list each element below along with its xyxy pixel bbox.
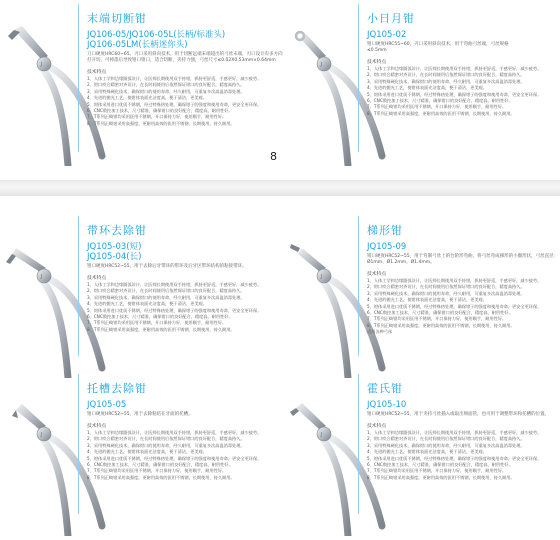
- feature-item: 7、T系列正畸钳均采用医用不锈钢，开口保持力好，使用顺手，耐用性好。: [367, 468, 507, 474]
- feature-item: 4、先进的抛光工艺，使钳体表面光洁度高，便于清洁，更美观。: [87, 95, 207, 101]
- feature-item: 3、采用特殊硬化技术，确保钳口的使用寿命，经久耐用，可重复多次高温消毒处理。: [367, 78, 525, 84]
- product-description: 钳口硬度HRC52~55，用于弯制弓丝上的台阶形弯曲，将弓丝弯成梯形的小圈形状，弓丝直径：: [367, 254, 559, 259]
- features-list: [87, 282, 261, 333]
- feature-item: 1、人体工学和边缘圆弧设计，让医师长期使用双手持钳，抓持更舒适，手感更好，减少疲劳。: [87, 430, 262, 435]
- product-model: JQ106-05/JQ106-05L(长柄/标准头): [87, 30, 226, 40]
- product-model: JQ105-05: [87, 400, 127, 410]
- feature-item: 5、钳体采用进口优质不锈钢，经过特殊热处理，确保钳子的强度和使用寿命，更安全更环保。: [367, 455, 542, 461]
- feature-item: 7、T系列正畸钳均采用医用不锈钢，开口保持力好，使用顺手，耐用性好。: [87, 468, 227, 474]
- product-model: JQ105-02: [367, 30, 407, 40]
- product-title: 小日月钳: [367, 12, 415, 25]
- svg-text:J: J: [320, 62, 322, 68]
- features-list: [87, 430, 261, 481]
- svg-text:J: J: [40, 432, 42, 438]
- feature-item: 1、人体工学和边缘圆弧设计，让医师长期使用双手持钳，抓持更舒适，手感更好，减少疲劳。: [367, 430, 542, 435]
- feature-item: 3、采用特殊硬化技术，确保钳口的使用寿命，经久耐用，可重复多次高温消毒处理。: [367, 290, 525, 296]
- divider-line: [78, 374, 79, 514]
- features-list: [87, 76, 261, 127]
- feature-item: 6、CNC数控加工技术，尺寸精准，确保钳口的良好配合，精度高，耐用性好。: [367, 98, 513, 104]
- product-title: 托槽去除钳: [87, 382, 147, 395]
- product-title: 带环去除钳: [87, 224, 147, 237]
- feature-item: 5、钳体采用进口优质不锈钢，经过特殊热处理，确保钳子的强度和使用寿命，更安全更环保。: [367, 91, 542, 97]
- product-description: 钳口硬度HRC52~55，用于去除后牙带环的带环及后牙区带环结构的粘接带环。: [87, 264, 247, 269]
- feature-item: 8、T系列正畸钳采用高强度，更耐用高效的医用不锈钢，长期使用，持久耐用。: [367, 110, 515, 116]
- feature-item: 6、CNC数控加工技术，尺寸精准，确保钳口的良好配合，精度高，耐用性好。: [87, 108, 233, 114]
- feature-item: 4、先进的抛光工艺，使钳体表面光洁度高，便于清洁，更美观。: [367, 85, 487, 91]
- feature-item: 1、人体工学和边缘圆弧设计，让医师长期使用双手持钳，抓持更舒适，手感更好，减少疲劳。: [87, 76, 262, 81]
- product-cell: [0, 212, 280, 362]
- feature-item: 3、采用特殊硬化技术，确保钳口的使用寿命，经久耐用，可重复多次高温消毒处理。: [87, 294, 245, 300]
- features-heading: 技术特点: [87, 276, 107, 281]
- product-cell: [280, 0, 560, 150]
- feature-item: 4、先进的抛光工艺，使钳体表面光洁度高，便于清洁，更美观。: [367, 297, 487, 303]
- divider-line: [78, 216, 79, 356]
- product-cell: [280, 212, 560, 362]
- divider-line: [358, 374, 359, 514]
- feature-item: 4、先进的抛光工艺，使钳体表面光洁度高，便于清洁，更美观。: [87, 449, 207, 455]
- feature-item: 3、采用特殊硬化技术，确保钳口的使用寿命，经久耐用，可重复多次高温消毒处理。: [87, 442, 245, 448]
- product-title: 梯形钳: [367, 224, 403, 237]
- feature-item: 2、钳口咬合精密对齐设计，在长时间使用后依然保证钳口的良好配合，精度高持久。: [367, 436, 525, 442]
- features-list: [367, 66, 541, 117]
- product-title: 末端切断钳: [87, 12, 147, 25]
- svg-text:J: J: [320, 432, 322, 438]
- feature-item: 7、T系列正畸钳均采用医用不锈钢，开口保持力好，使用顺手，耐用性好。: [367, 104, 507, 110]
- feature-item: 2、钳口咬合精密对齐设计，在长时间使用后依然保证钳口的良好配合，精度高持久。: [367, 72, 525, 78]
- feature-item: 8、T系列正畸钳采用高强度，更耐用高效的医用不锈钢，长期使用，持久耐用。: [367, 474, 515, 480]
- product-description: 钳口硬度HRC52~55，用于去除粘结在牙面的托槽。: [87, 412, 193, 417]
- features-heading: 技术特点: [367, 424, 387, 429]
- product-model: JQ106-05LM(长柄迷你头): [87, 40, 188, 50]
- product-description: ≤0.5mm: [367, 48, 387, 53]
- product-description: 钳口硬度HRC55~60，刃口采用斜向技术，用于弯曲弓丝端，弓丝规格: [367, 42, 509, 47]
- divider-line: [78, 4, 79, 152]
- feature-item: 5、钳体采用进口优质不锈钢，经过特殊热处理，确保钳子的强度和使用寿命，更安全更环保。: [87, 455, 262, 461]
- feature-item: 2、钳口咬合精密对齐设计，在长时间使用后依然保证钳口的良好配合，精度高持久。: [87, 436, 245, 442]
- product-cell: [0, 370, 280, 520]
- feature-item: 3、采用特殊硬化技术，确保钳口的使用寿命，经久耐用，可重复多次高温消毒处理。: [367, 442, 525, 448]
- product-description: 刀口硬度HRC60~65。刃口采用斜向技术，用于切断远端末端超出的弓丝末端，刃口设计有多方向: [87, 52, 283, 57]
- divider-line: [358, 216, 359, 356]
- divider-line: [358, 4, 359, 152]
- page-gap: [0, 180, 560, 196]
- feature-item: 8、T系列正畸钳采用高强度，更耐用高效的医用不锈钢，长期使用，持久耐用。: [87, 326, 235, 332]
- feature-item: 5、钳体采用进口优质不锈钢，经过特殊热处理，确保钳子的强度和使用寿命，更安全更环保。: [367, 303, 542, 309]
- product-description: Ø1mm、Ø1.2mm、Ø1.4mm。: [367, 260, 435, 265]
- product-description: 打开切，可掉落后导致钳口钳口，适合切断，夹持力强，弓丝尺寸≤0.02X0.53mm×0.64mm: [87, 58, 276, 63]
- product-model: JQ105-10: [367, 400, 407, 410]
- feature-item: 1、人体工学和边缘圆弧设计，让医师长期使用双手持钳，抓持更舒适，手感更好，减少疲劳。: [367, 278, 542, 283]
- feature-item: 6、CNC数控加工技术，尺寸精准，确保钳口的良好配合，精度高，耐用性好。: [87, 314, 233, 320]
- feature-item: 1、人体工学和边缘圆弧设计，让医师长期使用双手持钳，抓持更舒适，手感更好，减少疲劳。: [87, 282, 262, 287]
- page-number: 8: [270, 150, 277, 163]
- features-heading: 技术特点: [367, 272, 387, 277]
- product-title: 霍氏钳: [367, 382, 403, 395]
- product-model: JQ105-04(长): [87, 252, 142, 262]
- product-model: JQ105-03(短): [87, 242, 142, 252]
- feature-item: 3、采用特殊硬化技术，确保钳口的使用寿命，经久耐用，可重复多次高温消毒处理。: [87, 88, 245, 94]
- feature-item: 6、CNC数控加工技术，尺寸精准，确保钳口的良好配合，精度高，耐用性好。: [367, 462, 513, 468]
- product-model: JQ105-09: [367, 242, 407, 252]
- feature-item: 2、钳口咬合精密对齐设计，在长时间使用后依然保证钳口的良好配合，精度高持久。: [87, 82, 245, 88]
- feature-item: 4、先进的抛光工艺，使钳体表面光洁度高，便于清洁，更美观。: [367, 449, 487, 455]
- feature-item: 4、先进的抛光工艺，使钳体表面光洁度高，便于清洁，更美观。: [87, 301, 207, 307]
- feature-item: 1、人体工学和边缘圆弧设计，让医师长期使用双手持钳，抓持更舒适，手感更好，减少疲劳。: [367, 66, 542, 71]
- features-heading: 技术特点: [87, 424, 107, 429]
- product-cell: [0, 0, 283, 150]
- feature-item: 7、T系列正畸钳均采用医用不锈钢，开口保持力好，使用顺手，耐用性好。: [87, 114, 227, 120]
- features-list: [367, 278, 541, 336]
- svg-text:J: J: [40, 274, 42, 280]
- feature-item: 2、钳口咬合精密对齐设计，在长时间使用后依然保证钳口的良好配合，精度高持久。: [87, 288, 245, 294]
- feature-item: 适用各种弓丝: [367, 329, 393, 335]
- feature-item: 6、CNC数控加工技术，尺寸精准，确保钳口的良好配合，精度高，耐用性好。: [367, 310, 513, 316]
- product-description: 钳口硬度HRC52~55，用于夹持弓丝插入或取出颊面管，也可用于调整带环和托槽的位置。: [367, 412, 550, 417]
- feature-item: 8、T系列正畸钳采用高强度，更耐用高效的医用不锈钢，长期使用，持久耐用。: [87, 474, 235, 480]
- feature-item: 5、钳体采用进口优质不锈钢，经过特殊热处理，确保钳子的强度和使用寿命，更安全更环保。: [87, 101, 262, 107]
- svg-text:J: J: [40, 62, 42, 68]
- feature-item: 7、T系列正畸钳均采用医用不锈钢，开口保持力好，使用顺手，耐用性好。: [367, 316, 507, 322]
- feature-item: 8、T系列正畸钳采用高强度，更耐用高效的医用不锈钢，长期使用，持久耐用。: [87, 120, 235, 126]
- feature-item: 6、CNC数控加工技术，尺寸精准，确保钳口的良好配合，精度高，耐用性好。: [87, 462, 233, 468]
- features-list: [367, 430, 541, 481]
- feature-item: 5、钳体采用进口优质不锈钢，经过特殊热处理，确保钳子的强度和使用寿命，更安全更环保。: [87, 307, 262, 313]
- feature-item: 2、钳口咬合精密对齐设计，在长时间使用后依然保证钳口的良好配合，精度高持久。: [367, 284, 525, 290]
- features-heading: 技术特点: [87, 70, 107, 75]
- feature-item: 7、T系列正畸钳均采用医用不锈钢，开口保持力好，使用顺手，耐用性好。: [87, 320, 227, 326]
- svg-text:J: J: [320, 274, 322, 280]
- feature-item: 8、T系列正畸钳采用高强度，更耐用高效的医用不锈钢，长期使用，持久耐用。: [367, 322, 515, 328]
- features-heading: 技术特点: [367, 60, 387, 65]
- product-cell: [280, 370, 560, 520]
